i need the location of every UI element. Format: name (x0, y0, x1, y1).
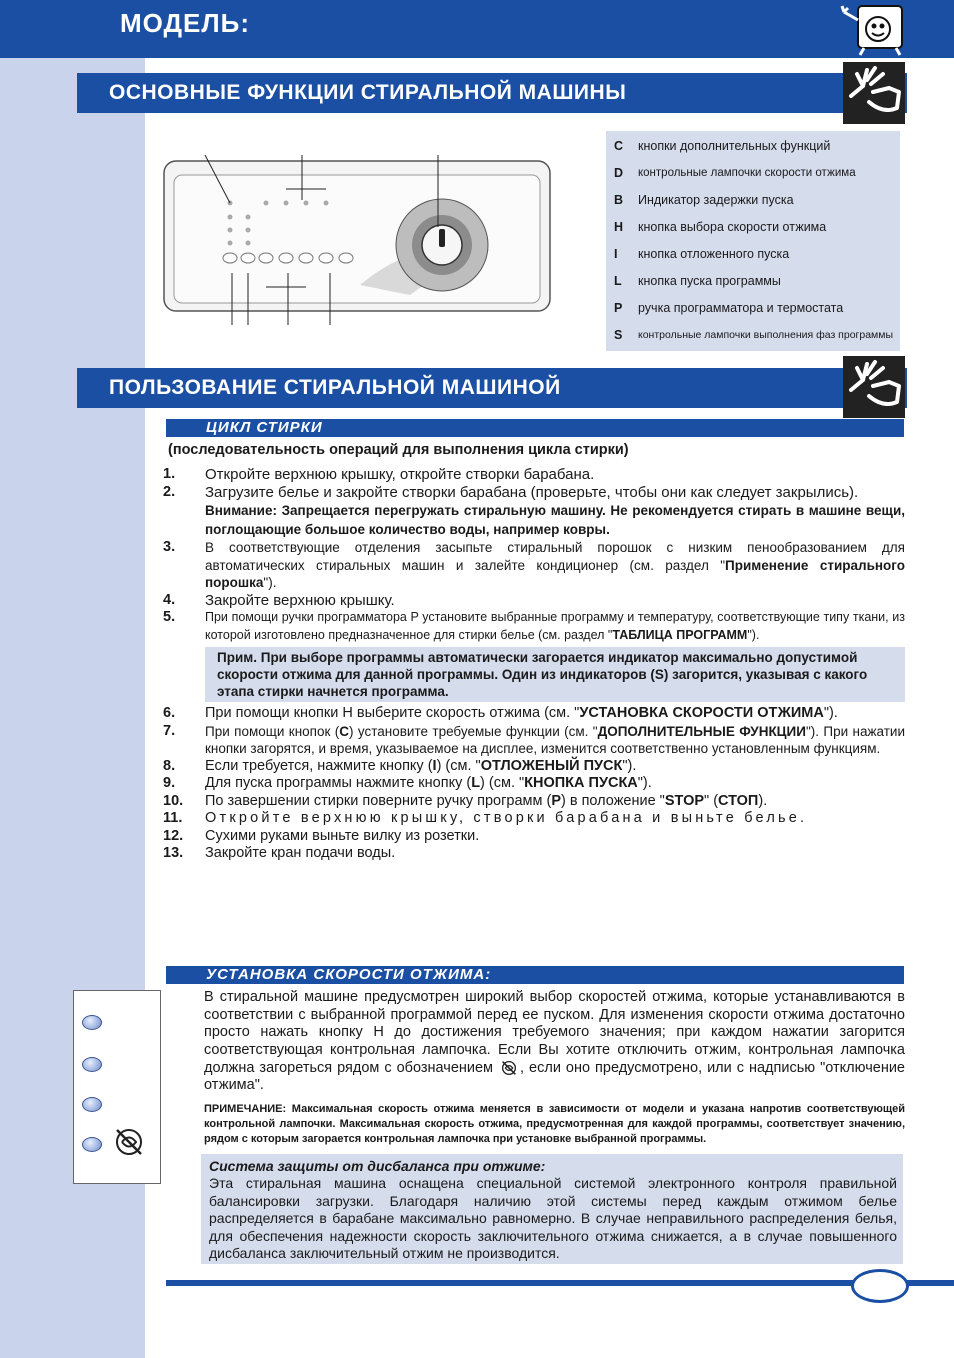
step-text: ) установите требуемые функции (см. " (349, 723, 598, 739)
spin-led (82, 1015, 102, 1030)
step-text: В соответствующие отделения засыпьте стиральный порошок с низким пенообразованием для автоматических стиральных машин и залейте кондиционер (см. раздел " (205, 540, 905, 573)
footer-line (166, 1280, 954, 1286)
step-number: 6. (163, 705, 176, 721)
step-ref: СТОП (718, 792, 759, 809)
legend-row (614, 187, 794, 213)
step-item (163, 758, 905, 776)
legend-key: P (614, 301, 623, 315)
wash-steps-list (163, 466, 905, 863)
step-number: 13. (163, 845, 184, 861)
step-number: 1. (163, 466, 176, 482)
step-ref: ТАБЛИЦА ПРОГРАММ (612, 627, 748, 642)
step-text: Для пуска программы нажмите кнопку ( (205, 775, 472, 791)
step-item (163, 810, 905, 828)
step-number: 7. (163, 722, 176, 739)
functions-title: ОСНОВНЫЕ ФУНКЦИИ СТИРАЛЬНОЙ МАШИНЫ (109, 81, 627, 104)
legend-key: S (614, 328, 623, 342)
step-ref: STOP (664, 792, 705, 809)
step-item (163, 466, 905, 484)
step-ref: I (432, 757, 437, 774)
overload-warning: Внимание: Запрещается перегружать стиральную машину. Не рекомендуется стирать в машине вещи, поглощающие большое количество воды, например ковры. (205, 503, 905, 537)
control-panel-illustration (160, 155, 555, 325)
washing-machine-mascot-icon (840, 2, 910, 56)
step-ref: КНОПКА ПУСКА (524, 775, 638, 791)
step-text: ) (см. " (436, 757, 481, 774)
model-title: МОДЕЛЬ: (120, 8, 250, 38)
step-text: "). (263, 575, 277, 590)
wash-cycle-title: ЦИКЛ СТИРКИ (206, 419, 323, 436)
step-text: " ( (704, 792, 719, 809)
step-item (163, 609, 905, 644)
step-item (163, 828, 905, 846)
legend-row (614, 133, 830, 159)
step-text: Откройте верхнюю крышку, створки барабана и выньте белье. (205, 810, 808, 826)
no-spin-icon (112, 1125, 146, 1159)
step-number: 10. (163, 792, 184, 809)
step-item (163, 592, 905, 610)
step-text: Закройте верхнюю крышку. (205, 591, 395, 609)
step-ref: P (551, 792, 561, 809)
step-ref: ОТЛОЖЕНЫЙ ПУСК (480, 757, 623, 774)
usage-banner (77, 368, 907, 408)
step-item (163, 484, 905, 540)
step-number: 11. (163, 810, 183, 826)
legend-key: B (614, 193, 624, 207)
legend-row (614, 295, 843, 321)
legend-text: кнопка отложенного пуска (638, 247, 790, 261)
step-text: Закройте кран подачи воды. (205, 845, 396, 861)
step-item (163, 705, 905, 723)
function-legend (606, 131, 900, 351)
step-number: 2. (163, 483, 176, 500)
legend-row (614, 241, 789, 267)
legend-key: C (614, 139, 624, 153)
legend-text: Индикатор задержки пуска (638, 193, 794, 207)
step-text: При помощи кнопки H выберите скорость отжима (см. " (205, 705, 580, 721)
hand-icon (843, 356, 905, 418)
step-number: 3. (163, 539, 176, 555)
legend-text: кнопка пуска программы (638, 274, 781, 288)
spin-speed-title: УСТАНОВКА СКОРОСТИ ОТЖИМА: (206, 966, 492, 983)
spin-text: В стиральной машине предусмотрен широкий выбор скоростей отжима, которые устанавливаются в соответствии с выбранной программой перед ее пуском. Для изменения скорости отжима достаточно просто нажать кнопку H до достижения требуемого значения; при каждом нажатии загорится соответствующая контрольная лампочка. Если Вы хотите отключить отжим, контрольная лампочка должна загореться рядом с обозначением (204, 989, 905, 1076)
step-number: 8. (163, 757, 176, 774)
step-ref: УСТАНОВКА СКОРОСТИ ОТЖИМА (579, 705, 824, 721)
legend-key: I (614, 247, 618, 261)
step-number: 9. (163, 775, 176, 791)
functions-banner (77, 73, 907, 113)
step-item (163, 775, 905, 793)
legend-text: кнопка выбора скорости отжима (638, 220, 827, 234)
legend-row (614, 214, 826, 240)
step-text: "). (637, 775, 652, 791)
step-number: 5. (163, 609, 176, 625)
step-text: При помощи ручки программатора P установите выбранные программу и температуру, соответствующие типу ткани, из которой изготовлено предназначенное для стирки белье (см. раздел " (205, 610, 905, 642)
spin-led (82, 1057, 102, 1072)
step-ref: C (339, 723, 350, 739)
legend-text: контрольные лампочки выполнения фаз программы (638, 329, 894, 341)
step-text: "). (747, 627, 760, 642)
step-text: "). (622, 757, 637, 774)
step-item (163, 845, 905, 863)
spin-text: , если оно предусмотрено, или с надписью "отключение отжима". (204, 1059, 905, 1094)
page-number-oval (851, 1269, 909, 1303)
step-item (163, 723, 905, 758)
spin-led (82, 1137, 102, 1152)
step-text: "). (823, 705, 838, 721)
hand-icon (843, 62, 905, 124)
legend-row (614, 322, 893, 348)
step-text: ). (758, 792, 768, 809)
step-item (163, 539, 905, 592)
step-ref: L (471, 775, 481, 791)
usage-title: ПОЛЬЗОВАНИЕ СТИРАЛЬНОЙ МАШИНОЙ (109, 376, 561, 399)
imbalance-body: Эта стиральная машина оснащена специальной системой электронного контроля правильной балансировки загрузки. Благодаря наличию этой системы перед каждым отжимом белье распределяется в барабане максимально равномерно. В случае неправильного распределения белья, для обеспечения надежности скорость заключительного отжима снижается, а в случае повышенного дисбаланса заключительный отжим не производится. (209, 1175, 897, 1261)
step-ref: ДОПОЛНИТЕЛЬНЫЕ ФУНКЦИИ (597, 723, 806, 739)
spin-note: ПРИМЕЧАНИЕ: Максимальная скорость отжима меняется в зависимости от модели и указана напротив соответствующей контрольной лампочки. Максимальная скорость отжима, предусмотренная для каждой программы, соответствует значению, рядом с которым загорается контрольная лампочка при установке выбранной программы. (204, 1103, 905, 1145)
imbalance-title: Система защиты от дисбаланса при отжиме: (209, 1158, 546, 1174)
spin-led-panel (73, 990, 161, 1184)
legend-text: ручка программатора и термостата (638, 301, 844, 315)
step-text: Если требуется, нажмите кнопку ( (205, 757, 433, 774)
legend-key: D (614, 166, 624, 180)
legend-key: L (614, 274, 622, 288)
wash-cycle-bar (166, 419, 904, 437)
legend-text: кнопки дополнительных функций (638, 139, 831, 153)
step-text: По завершении стирки поверните ручку программ ( (205, 792, 552, 809)
step-text: ) в положение " (560, 792, 665, 809)
step-number: 12. (163, 827, 184, 844)
step-item (163, 793, 905, 811)
step-text: При помощи кнопок ( (205, 723, 340, 739)
program-note-box: Прим. При выборе программы автоматически загорается индикатор максимально допустимой скорости отжима для данной программы. Один из индикаторов (S) загорится, указывая с какого этапа стирки начнется программа. (205, 647, 905, 702)
step-text: Откройте верхнюю крышку, откройте створки барабана. (205, 466, 595, 483)
step-text: ) (см. " (480, 775, 525, 791)
legend-key: H (614, 220, 624, 234)
legend-row (614, 268, 781, 294)
step-text: Сухими руками выньте вилку из розетки. (205, 827, 480, 844)
no-spin-icon (498, 1059, 520, 1077)
wash-cycle-subtitle: (последовательность операций для выполнения цикла стирки) (168, 442, 629, 458)
spin-led (82, 1097, 102, 1112)
spin-description (204, 989, 905, 1095)
imbalance-box (201, 1154, 903, 1264)
step-text: Загрузите белье и закройте створки барабана (проверьте, чтобы они как следует закрылись). (205, 483, 859, 501)
step-number: 4. (163, 591, 176, 608)
legend-text: контрольные лампочки скорости отжима (638, 167, 856, 179)
model-header-bar (0, 0, 954, 58)
legend-row (614, 160, 856, 186)
step-ref: Применение стирального порошка (205, 557, 905, 590)
spin-speed-bar (166, 966, 904, 984)
step-text: "). При нажатии кнопки загорятся, и время, указываемое на дисплее, изменится соответственно установленным функциям. (205, 723, 905, 756)
